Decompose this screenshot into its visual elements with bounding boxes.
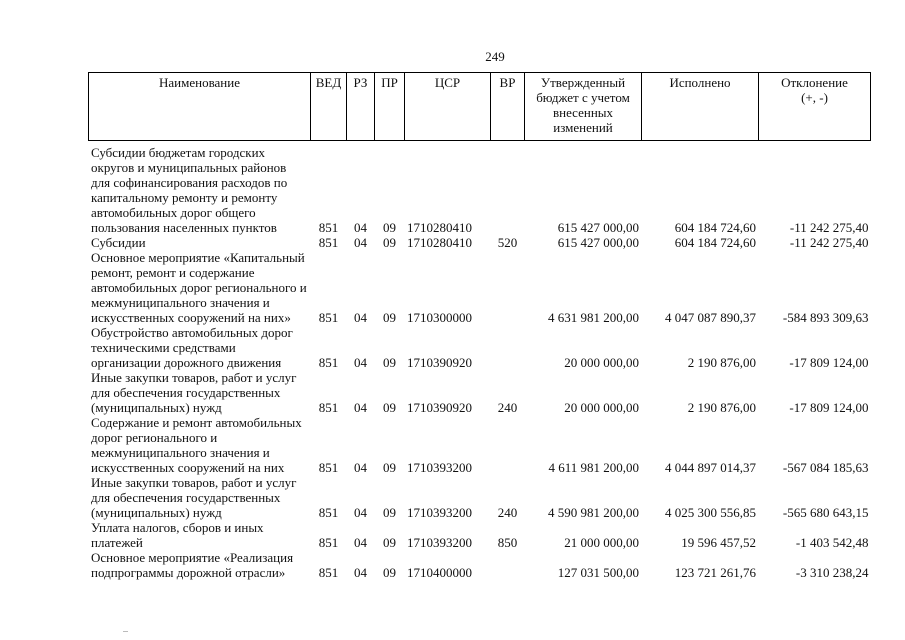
row-deviation: -17 809 124,00 <box>789 355 869 370</box>
page-number: 249 <box>485 49 505 64</box>
row-vr <box>491 250 525 325</box>
row-executed: 2 190 876,00 <box>687 355 756 370</box>
table-row <box>89 415 871 475</box>
row-approved: 21 000 000,00 <box>564 535 639 550</box>
budget-table <box>88 72 871 580</box>
row-pr: 09 <box>383 310 396 325</box>
row-csr: 1710393200 <box>407 535 472 550</box>
row-csr: 1710393200 <box>407 505 472 520</box>
row-rz: 04 <box>354 505 367 520</box>
row-deviation: -565 680 643,15 <box>782 505 869 520</box>
row-deviation: -3 310 238,24 <box>795 565 869 580</box>
row-executed: 4 044 897 014,37 <box>665 460 756 475</box>
row-rz: 04 <box>354 355 367 370</box>
table-header <box>89 73 871 141</box>
row-approved: 4 611 981 200,00 <box>548 460 639 475</box>
row-csr: 1710393200 <box>407 460 472 475</box>
row-vr <box>491 145 525 235</box>
header-name: Наименование <box>89 73 311 141</box>
row-csr: 1710280410 <box>407 235 472 250</box>
row-ved: 851 <box>318 355 339 370</box>
row-name: Обустройство автомобильных дорог техническими средствами организации дорожного движения <box>91 325 293 370</box>
table-row <box>89 250 871 325</box>
row-deviation: -584 893 309,63 <box>782 310 869 325</box>
row-rz: 04 <box>354 460 367 475</box>
row-executed: 2 190 876,00 <box>687 400 756 415</box>
table-row <box>89 550 871 580</box>
row-pr: 09 <box>383 235 396 250</box>
row-approved: 4 590 981 200,00 <box>548 505 639 520</box>
row-vr: 240 <box>497 400 518 415</box>
row-ved: 851 <box>318 220 339 235</box>
row-csr: 1710400000 <box>407 565 472 580</box>
scan-mark <box>123 631 128 632</box>
row-deviation: -17 809 124,00 <box>789 400 869 415</box>
table-row <box>89 475 871 520</box>
row-ved: 851 <box>318 310 339 325</box>
row-vr: 850 <box>497 535 518 550</box>
row-approved: 4 631 981 200,00 <box>548 310 639 325</box>
row-executed: 4 047 087 890,37 <box>665 310 756 325</box>
row-csr: 1710300000 <box>407 310 472 325</box>
row-executed: 123 721 261,76 <box>674 565 756 580</box>
header-approved: Утвержденный бюджет с учетом внесенных изменений <box>525 73 642 141</box>
header-executed: Исполнено <box>642 73 759 141</box>
row-executed: 604 184 724,60 <box>674 235 756 250</box>
row-vr <box>491 415 525 475</box>
row-ved: 851 <box>318 565 339 580</box>
row-pr: 09 <box>383 400 396 415</box>
table-row <box>89 325 871 370</box>
row-deviation: -567 084 185,63 <box>782 460 869 475</box>
row-deviation: -1 403 542,48 <box>795 535 869 550</box>
row-pr: 09 <box>383 355 396 370</box>
row-rz: 04 <box>354 310 367 325</box>
row-executed: 604 184 724,60 <box>674 220 756 235</box>
row-csr: 1710390920 <box>407 355 472 370</box>
row-name: Основное мероприятие «Реализация подпрограммы дорожной отрасли» <box>91 550 294 580</box>
row-rz: 04 <box>354 220 367 235</box>
row-name: Иные закупки товаров, работ и услуг для обеспечения государственных (муниципальных) нужд <box>91 475 297 520</box>
row-approved: 615 427 000,00 <box>557 220 639 235</box>
row-pr: 09 <box>383 220 396 235</box>
row-rz: 04 <box>354 535 367 550</box>
row-ved: 851 <box>318 535 339 550</box>
table-row <box>89 370 871 415</box>
table-row <box>89 520 871 550</box>
row-rz: 04 <box>354 235 367 250</box>
row-executed: 19 596 457,52 <box>681 535 756 550</box>
row-ved: 851 <box>318 400 339 415</box>
table-row <box>89 145 871 235</box>
row-vr: 520 <box>497 235 518 250</box>
header-rz: РЗ <box>347 73 375 141</box>
row-executed: 4 025 300 556,85 <box>665 505 756 520</box>
row-ved: 851 <box>318 235 339 250</box>
row-name: Субсидии <box>91 235 146 250</box>
row-pr: 09 <box>383 460 396 475</box>
row-vr <box>491 325 525 370</box>
row-pr: 09 <box>383 565 396 580</box>
row-name: Содержание и ремонт автомобильных дорог регионального и межмуниципального значения и искусственных сооружений на них <box>91 415 302 475</box>
table-row <box>89 235 871 250</box>
row-approved: 127 031 500,00 <box>557 565 639 580</box>
row-pr: 09 <box>383 505 396 520</box>
row-rz: 04 <box>354 400 367 415</box>
row-deviation: -11 242 275,40 <box>789 220 869 235</box>
row-ved: 851 <box>318 505 339 520</box>
row-name: Уплата налогов, сборов и иных платежей <box>91 520 264 550</box>
row-name: Основное мероприятие «Капитальный ремонт, ремонт и содержание автомобильных дорог регионального и межмуниципального значения и искусственных сооружений на них» <box>91 250 307 325</box>
row-vr <box>491 550 525 580</box>
table-body <box>89 141 871 581</box>
row-rz: 04 <box>354 565 367 580</box>
header-pr: ПР <box>375 73 405 141</box>
row-approved: 20 000 000,00 <box>564 355 639 370</box>
header-ved: ВЕД <box>311 73 347 141</box>
row-csr: 1710390920 <box>407 400 472 415</box>
row-pr: 09 <box>383 535 396 550</box>
row-approved: 20 000 000,00 <box>564 400 639 415</box>
row-approved: 615 427 000,00 <box>557 235 639 250</box>
header-deviation: Отклонение (+, -) <box>759 73 871 141</box>
row-name: Субсидии бюджетам городских округов и муниципальных районов для софинансирования расходов по капитальному ремонту и ремонту автомобильных дорог общего пользования населенных пунктов <box>91 145 288 235</box>
row-name: Иные закупки товаров, работ и услуг для обеспечения государственных (муниципальных) нужд <box>91 370 297 415</box>
row-ved: 851 <box>318 460 339 475</box>
header-vr: ВР <box>491 73 525 141</box>
row-deviation: -11 242 275,40 <box>789 235 869 250</box>
row-vr: 240 <box>497 505 518 520</box>
row-csr: 1710280410 <box>407 220 472 235</box>
header-csr: ЦСР <box>405 73 491 141</box>
